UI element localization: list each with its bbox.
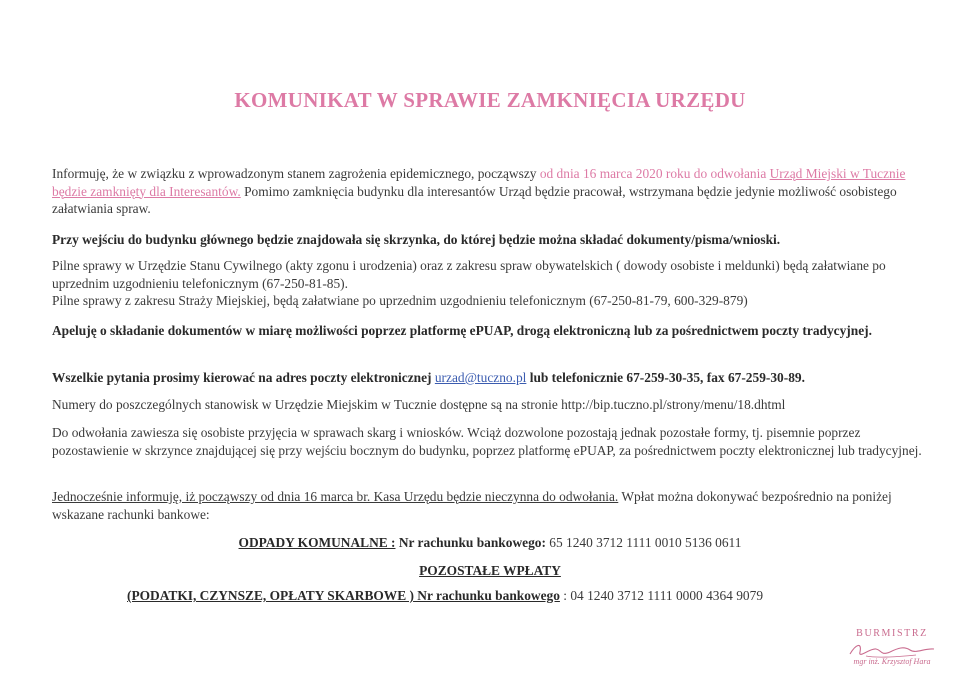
cashier-closed-text: Jednocześnie informuję, iż począwszy od dnia 16 marca br. Kasa Urzędu będzie nieczynna do odwołania. bbox=[52, 489, 619, 504]
paragraph-contact bbox=[52, 369, 927, 387]
odpady-account-number: 65 1240 3712 1111 0010 5136 0611 bbox=[549, 535, 742, 550]
pozostale-account-text: Nr rachunku bankowego bbox=[413, 588, 560, 603]
closure-notice-text: Urząd Miejski w Tucznie będzie zamknięty dla Interesantów. bbox=[52, 166, 906, 199]
closure-intro-text: Informuję, że w związku z wprowadzonym stanem zagrożenia epidemicznego, począwszy bbox=[52, 166, 540, 181]
stamp-name: mgr inż. Krzysztof Hara bbox=[853, 657, 931, 666]
paragraph-phone-numbers: Numery do poszczególnych stanowisk w Urzędzie Miejskim w Tucznie dostępne są na stronie http://bip.tuczno.pl/strony/menu/18.dhtml bbox=[52, 397, 786, 412]
paragraph-cashier bbox=[52, 488, 927, 523]
urgent-usc-text: Pilne sprawy w Urzędzie Stanu Cywilnego (akty zgonu i urodzenia) oraz z zakresu spraw obywatelskich ( dowody osobiste i meldunki) będą załatwiane po uprzednim uzgodnieniu telefonicznym (67-250-81-85). bbox=[52, 258, 886, 291]
contact-phone-text: lub telefonicznie 67-259-30-35, fax 67-259-30-89. bbox=[526, 370, 805, 385]
paragraph-appeal: Apeluję o składanie dokumentów w miarę możliwości poprzez platformę ePUAP, drogą elektroniczną lub za pośrednictwem poczty tradycyjnej. bbox=[52, 323, 872, 338]
document-title: KOMUNIKAT W SPRAWIE ZAMKNIĘCIA URZĘDU bbox=[234, 88, 746, 112]
paragraph-mailbox: Przy wejściu do budynku głównego będzie znajdowała się skrzynka, do której będzie można składać dokumenty/pisma/wnioski. bbox=[52, 232, 781, 247]
odpady-label: ODPADY KOMUNALNE : bbox=[238, 535, 396, 550]
closure-date-text: od dnia 16 marca 2020 roku do odwołania bbox=[539, 166, 770, 181]
urgent-city-guard-text: Pilne sprawy z zakresu Straży Miejskiej, będą załatwiane po uprzednim uzgodnieniu telefonicznym (67-250-81-79, 600-329-879) bbox=[52, 293, 748, 308]
stamp-title: BURMISTRZ bbox=[856, 628, 928, 639]
pozostale-label: (PODATKI, CZYNSZE, OPŁATY SKARBOWE ) bbox=[127, 588, 414, 603]
odpady-account-text: Nr rachunku bankowego: bbox=[395, 535, 550, 550]
pozostale-heading: POZOSTAŁE WPŁATY bbox=[419, 563, 561, 578]
paragraph-complaints: Do odwołania zawiesza się osobiste przyjęcia w sprawach skarg i wniosków. Wciąż dozwolone pozostają jednak pozostałe formy, tj. pisemnie poprzez pozostawienie w skrzynce znajdującej się przy wejściu bocznym do budynku, poprzez platformę ePUAP, za pośrednictwem poczty elektronicznej lub tradycyjnej. bbox=[52, 425, 922, 458]
paragraph-closure bbox=[52, 165, 927, 218]
signature-stamp bbox=[842, 628, 942, 678]
cashier-payments-text: Wpłat można dokonywać bezpośrednio na poniżej wskazane rachunki bankowe: bbox=[52, 489, 892, 522]
paragraph-urgent-cases bbox=[52, 257, 927, 310]
account-odpady bbox=[0, 535, 980, 551]
account-pozostale bbox=[127, 588, 763, 604]
pozostale-account-number: : 04 1240 3712 1111 0000 4364 9079 bbox=[559, 588, 764, 603]
contact-intro-text: Wszelkie pytania prosimy kierować na adres poczty elektronicznej bbox=[52, 370, 435, 385]
email-link[interactable]: urzad@tuczno.pl bbox=[434, 370, 527, 385]
closure-details-text: Pomimo zamknięcia budynku dla interesantów Urząd będzie pracował, wstrzymana będzie jedynie możliwość osobistego załatwiania spraw. bbox=[52, 183, 897, 216]
